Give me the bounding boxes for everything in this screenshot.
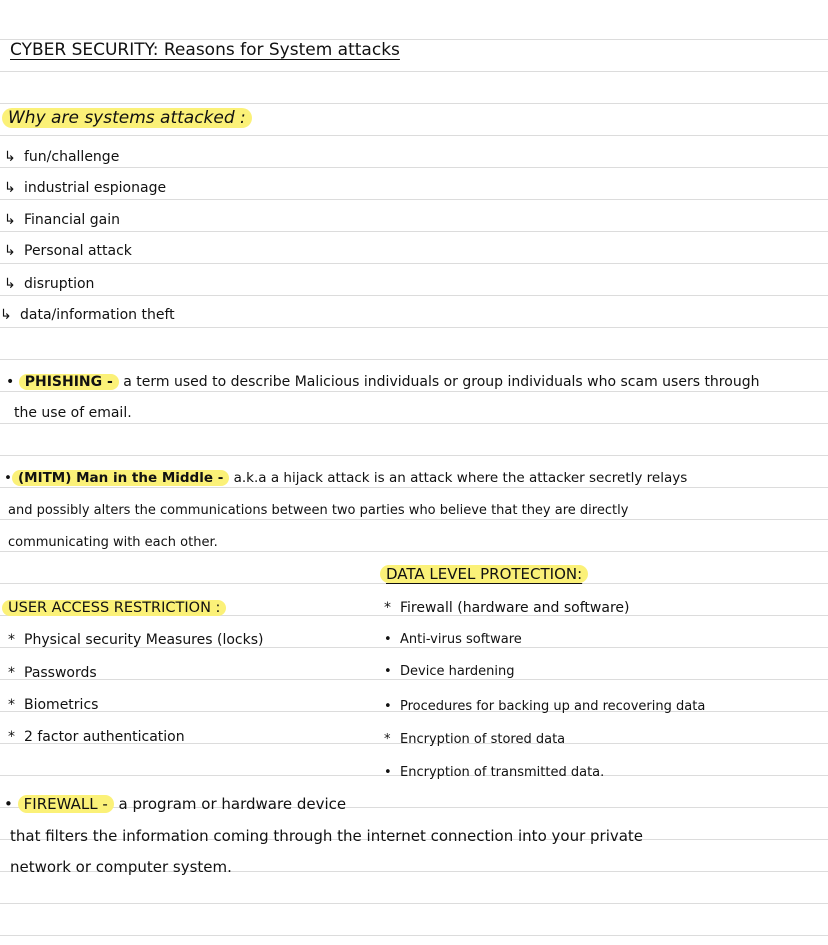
why-heading-text: Why are systems attacked :: [2, 108, 252, 128]
why-item: [4, 178, 166, 198]
why-item: [4, 241, 132, 261]
page-title: CYBER SECURITY: Reasons for System attacks: [10, 40, 400, 60]
mitm-line-2: and possibly alters the communications between two parties who believe that they are directly: [8, 503, 629, 518]
why-item: [4, 210, 120, 230]
data-level-heading: [386, 564, 588, 584]
phishing-term: PHISHING -: [19, 374, 119, 390]
user-access-item: [8, 727, 185, 747]
bullet-icon: •: [384, 765, 392, 780]
data-level-heading-text: DATA LEVEL PROTECTION:: [380, 565, 588, 583]
bullet-icon: •: [384, 632, 392, 647]
arrow-icon: ↳: [4, 243, 16, 259]
why-item-label: industrial espionage: [24, 180, 167, 196]
arrow-icon: ↳: [0, 307, 12, 323]
user-access-item: [8, 663, 97, 683]
arrow-icon: ↳: [4, 276, 16, 292]
user-access-item-label: Physical security Measures (locks): [24, 632, 264, 648]
user-access-heading-text: USER ACCESS RESTRICTION :: [2, 600, 226, 616]
data-level-item: [384, 662, 515, 682]
data-level-item: [384, 598, 629, 618]
bullet-icon: *: [384, 732, 391, 747]
bullet-icon: •: [4, 795, 13, 813]
mitm-term: (MITM) Man in the Middle -: [12, 470, 229, 486]
bullet-icon: *: [8, 632, 15, 648]
bullet-icon: *: [8, 729, 15, 745]
data-level-item-label: Encryption of transmitted data.: [400, 765, 605, 780]
bullet-icon: •: [384, 699, 392, 714]
why-item-label: disruption: [24, 276, 95, 292]
firewall-line-3: network or computer system.: [10, 858, 232, 876]
why-heading: [8, 108, 252, 128]
phishing-line-1: [6, 372, 759, 392]
data-level-item-label: Device hardening: [400, 664, 515, 679]
why-item-label: data/information theft: [20, 307, 175, 323]
bullet-icon: *: [8, 697, 15, 713]
firewall-line-2: that filters the information coming through the internet connection into your private: [10, 827, 644, 845]
data-level-item-label: Firewall (hardware and software): [400, 600, 630, 616]
data-level-item-label: Procedures for backing up and recovering data: [400, 699, 706, 714]
arrow-icon: ↳: [4, 149, 16, 165]
bullet-icon: •: [4, 470, 12, 486]
user-access-heading: [8, 598, 226, 618]
arrow-icon: ↳: [4, 180, 16, 196]
mitm-definition: a.k.a a hijack attack is an attack where the attacker secretly relays: [233, 470, 688, 486]
arrow-icon: ↳: [4, 212, 16, 228]
why-item: [0, 305, 175, 325]
mitm-line-1: [4, 468, 687, 488]
why-item: [4, 147, 119, 167]
mitm-line-3: communicating with each other.: [8, 535, 218, 550]
why-item-label: fun/challenge: [24, 149, 120, 165]
bullet-icon: •: [384, 664, 392, 679]
user-access-item: [8, 695, 98, 715]
data-level-item: [384, 763, 604, 783]
data-level-item-label: Encryption of stored data: [400, 732, 566, 747]
firewall-term: FIREWALL -: [18, 795, 114, 813]
bullet-icon: *: [8, 665, 15, 681]
why-item: [4, 274, 94, 294]
data-level-item: [384, 630, 522, 650]
data-level-item: [384, 730, 565, 750]
bullet-icon: *: [384, 600, 391, 616]
phishing-definition: a term used to describe Malicious individuals or group individuals who scam users through: [123, 374, 760, 390]
user-access-item-label: 2 factor authentication: [24, 729, 185, 745]
data-level-item-label: Anti-virus software: [400, 632, 522, 647]
firewall-line-1: [4, 794, 346, 814]
user-access-item-label: Biometrics: [24, 697, 99, 713]
why-item-label: Financial gain: [24, 212, 120, 228]
why-item-label: Personal attack: [24, 243, 132, 259]
phishing-line-2: the use of email.: [14, 405, 132, 421]
user-access-item-label: Passwords: [24, 665, 97, 681]
data-level-item: [384, 697, 705, 717]
bullet-icon: •: [6, 374, 15, 390]
firewall-definition: a program or hardware device: [118, 795, 347, 813]
user-access-item: [8, 630, 263, 650]
